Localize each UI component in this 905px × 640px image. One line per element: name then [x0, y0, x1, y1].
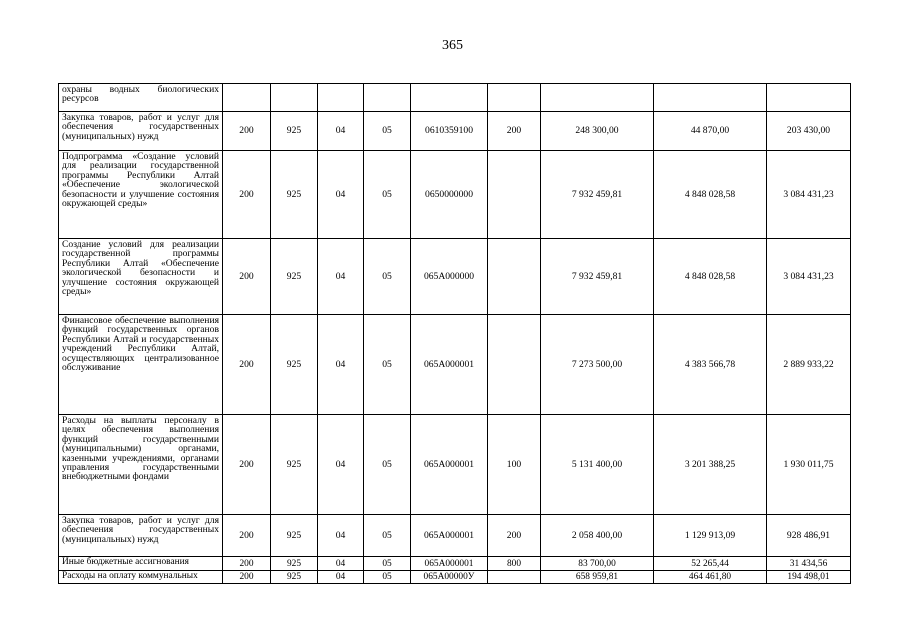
code-cell: 200: [223, 415, 271, 515]
row-name-cell: Закупка товаров, работ и услуг для обеспечения государственных (муниципальных) нужд: [59, 515, 223, 557]
amount-cell: 4 848 028,58: [654, 239, 767, 315]
amount-cell: 2 889 933,22: [767, 315, 851, 415]
row-name-cell: Подпрограмма «Создание условий для реализации государственной программы Республики Алтай «Обеспечение экологической безопасности и улучшение состояния окружающей среды»: [59, 151, 223, 239]
amount-cell: 3 084 431,23: [767, 151, 851, 239]
table-row: [59, 239, 851, 315]
code-cell: 05: [364, 112, 411, 151]
amount-cell: 248 300,00: [541, 112, 654, 151]
code-cell: 04: [318, 415, 364, 515]
code-cell: 04: [318, 515, 364, 557]
code-cell: 200: [223, 112, 271, 151]
code-cell: 925: [271, 239, 318, 315]
amount-cell: [541, 84, 654, 112]
amount-cell: 1 930 011,75: [767, 415, 851, 515]
code-cell: 04: [318, 112, 364, 151]
code-cell: 04: [318, 571, 364, 584]
code-cell: 0650000000: [411, 151, 488, 239]
code-cell: 04: [318, 315, 364, 415]
code-cell: 925: [271, 151, 318, 239]
table-row: [59, 571, 851, 584]
code-cell: [488, 571, 541, 584]
amount-cell: 31 434,56: [767, 557, 851, 571]
table-row: [59, 151, 851, 239]
table-row: [59, 415, 851, 515]
table-row: [59, 557, 851, 571]
amount-cell: 5 131 400,00: [541, 415, 654, 515]
code-cell: 925: [271, 515, 318, 557]
table-row: [59, 112, 851, 151]
code-cell: 925: [271, 557, 318, 571]
code-cell: [488, 151, 541, 239]
code-cell: 200: [223, 515, 271, 557]
code-cell: 200: [488, 515, 541, 557]
code-cell: 065А000001: [411, 315, 488, 415]
amount-cell: 44 870,00: [654, 112, 767, 151]
code-cell: 925: [271, 315, 318, 415]
code-cell: [488, 84, 541, 112]
amount-cell: 928 486,91: [767, 515, 851, 557]
code-cell: 05: [364, 415, 411, 515]
code-cell: 200: [223, 557, 271, 571]
code-cell: 200: [488, 112, 541, 151]
amount-cell: 83 700,00: [541, 557, 654, 571]
code-cell: 05: [364, 239, 411, 315]
code-cell: 065А000001: [411, 557, 488, 571]
table-row: [59, 84, 851, 112]
code-cell: 05: [364, 557, 411, 571]
amount-cell: 464 461,80: [654, 571, 767, 584]
code-cell: 0610359100: [411, 112, 488, 151]
row-name-cell: Финансовое обеспечение выполнения функций государственных органов Республики Алтай и государственных учреждений Республики Алтай, осуществляющих централизованное обслуживание: [59, 315, 223, 415]
row-name-cell: Расходы на оплату коммунальных: [59, 571, 223, 584]
code-cell: 04: [318, 239, 364, 315]
code-cell: 065А000001: [411, 415, 488, 515]
table-row: [59, 315, 851, 415]
code-cell: 925: [271, 415, 318, 515]
table-row: [59, 515, 851, 557]
code-cell: 100: [488, 415, 541, 515]
code-cell: [271, 84, 318, 112]
amount-cell: 7 932 459,81: [541, 151, 654, 239]
code-cell: 200: [223, 151, 271, 239]
code-cell: 04: [318, 151, 364, 239]
amount-cell: 2 058 400,00: [541, 515, 654, 557]
page-number: 365: [442, 38, 463, 53]
row-name-cell: Иные бюджетные ассигнования: [59, 557, 223, 571]
amount-cell: 203 430,00: [767, 112, 851, 151]
code-cell: 04: [318, 557, 364, 571]
amount-cell: [767, 84, 851, 112]
code-cell: [318, 84, 364, 112]
code-cell: 800: [488, 557, 541, 571]
code-cell: [364, 84, 411, 112]
code-cell: [488, 239, 541, 315]
code-cell: 200: [223, 315, 271, 415]
code-cell: 925: [271, 571, 318, 584]
code-cell: 065А00000У: [411, 571, 488, 584]
code-cell: 065А000001: [411, 515, 488, 557]
row-name-cell: Расходы на выплаты персоналу в целях обеспечения выполнения функций государственными (муниципальными) органами, казенными учреждениями, органами управления государственными внебюджетными фондами: [59, 415, 223, 515]
code-cell: 925: [271, 112, 318, 151]
code-cell: 200: [223, 239, 271, 315]
code-cell: 05: [364, 515, 411, 557]
amount-cell: [654, 84, 767, 112]
amount-cell: 1 129 913,09: [654, 515, 767, 557]
code-cell: 05: [364, 571, 411, 584]
code-cell: [488, 315, 541, 415]
amount-cell: 3 201 388,25: [654, 415, 767, 515]
code-cell: [411, 84, 488, 112]
code-cell: 200: [223, 571, 271, 584]
row-name-cell: Закупка товаров, работ и услуг для обеспечения государственных (муниципальных) нужд: [59, 112, 223, 151]
amount-cell: 52 265,44: [654, 557, 767, 571]
budget-table: [58, 83, 851, 584]
code-cell: [223, 84, 271, 112]
code-cell: 065А000000: [411, 239, 488, 315]
amount-cell: 3 084 431,23: [767, 239, 851, 315]
amount-cell: 4 383 566,78: [654, 315, 767, 415]
code-cell: 05: [364, 315, 411, 415]
amount-cell: 7 273 500,00: [541, 315, 654, 415]
row-name-cell: охраны водных биологических ресурсов: [59, 84, 223, 112]
amount-cell: 7 932 459,81: [541, 239, 654, 315]
row-name-cell: Создание условий для реализации государственной программы Республики Алтай «Обеспечение экологической безопасности и улучшение состояния окружающей среды»: [59, 239, 223, 315]
amount-cell: 4 848 028,58: [654, 151, 767, 239]
code-cell: 05: [364, 151, 411, 239]
amount-cell: 658 959,81: [541, 571, 654, 584]
amount-cell: 194 498,01: [767, 571, 851, 584]
